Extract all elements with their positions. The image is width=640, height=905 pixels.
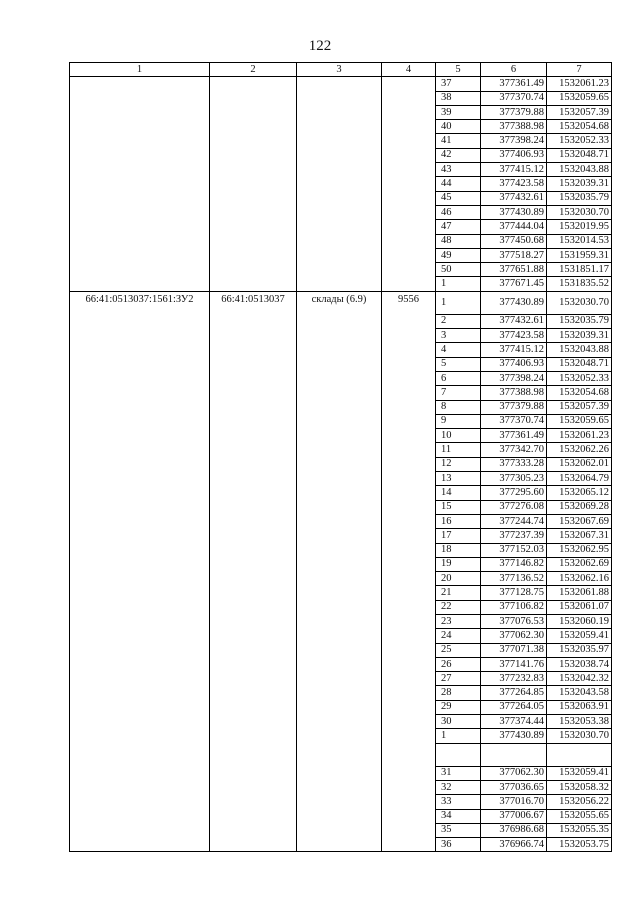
x-coordinate-cell: 377388.98 [481, 386, 547, 400]
point-number-cell: 34 [436, 809, 481, 823]
point-number-cell: 17 [436, 529, 481, 543]
y-coordinate-cell: 1532055.65 [547, 809, 612, 823]
x-coordinate-cell: 377398.24 [481, 371, 547, 385]
point-number-cell: 3 [436, 329, 481, 343]
y-coordinate-cell: 1532061.88 [547, 586, 612, 600]
y-coordinate-cell: 1532054.68 [547, 386, 612, 400]
point-number-cell: 35 [436, 823, 481, 837]
point-number-cell: 37 [436, 77, 481, 91]
land-use-cell: склады (6.9) [297, 291, 382, 852]
x-coordinate-cell: 377370.74 [481, 91, 547, 105]
point-number-cell: 9 [436, 414, 481, 428]
header-col-6: 6 [481, 63, 547, 77]
x-coordinate-cell: 377146.82 [481, 557, 547, 571]
y-coordinate-cell: 1532063.91 [547, 700, 612, 714]
y-coordinate-cell: 1531851.17 [547, 263, 612, 277]
y-coordinate-cell: 1532061.07 [547, 600, 612, 614]
x-coordinate-cell: 377423.58 [481, 177, 547, 191]
x-coordinate-cell: 377379.88 [481, 105, 547, 119]
y-coordinate-cell: 1532035.97 [547, 643, 612, 657]
x-coordinate-cell: 377671.45 [481, 277, 547, 291]
x-coordinate-cell: 377651.88 [481, 263, 547, 277]
y-coordinate-cell: 1532062.01 [547, 457, 612, 471]
point-number-cell: 19 [436, 557, 481, 571]
x-coordinate-cell: 377430.89 [481, 729, 547, 743]
point-number-cell: 25 [436, 643, 481, 657]
coordinates-table [69, 62, 612, 852]
x-coordinate-cell: 377450.68 [481, 234, 547, 248]
header-col-3: 3 [297, 63, 382, 77]
x-coordinate-cell: 377062.30 [481, 766, 547, 780]
y-coordinate-cell: 1532061.23 [547, 77, 612, 91]
x-coordinate-cell: 377406.93 [481, 148, 547, 162]
point-number-cell: 6 [436, 371, 481, 385]
y-coordinate-cell: 1532030.70 [547, 729, 612, 743]
y-coordinate-cell: 1531835.52 [547, 277, 612, 291]
y-coordinate-cell: 1532059.65 [547, 414, 612, 428]
y-coordinate-cell: 1532054.68 [547, 120, 612, 134]
y-coordinate-cell: 1532059.65 [547, 91, 612, 105]
x-coordinate-cell: 377232.83 [481, 672, 547, 686]
point-number-cell: 13 [436, 472, 481, 486]
y-coordinate-cell: 1532056.22 [547, 795, 612, 809]
x-coordinate-cell: 377415.12 [481, 163, 547, 177]
area-cell: 9556 [382, 291, 436, 852]
point-number-cell: 46 [436, 205, 481, 219]
block-number-cell: 66:41:0513037 [210, 291, 297, 852]
y-coordinate-cell: 1532055.35 [547, 823, 612, 837]
x-coordinate-cell: 377076.53 [481, 614, 547, 628]
x-coordinate-cell: 377430.89 [481, 205, 547, 219]
y-coordinate-cell: 1532030.70 [547, 291, 612, 314]
x-coordinate-cell: 377374.44 [481, 715, 547, 729]
point-number-cell: 15 [436, 500, 481, 514]
header-col-5: 5 [436, 63, 481, 77]
point-number-cell: 14 [436, 486, 481, 500]
y-coordinate-cell: 1532067.69 [547, 514, 612, 528]
y-coordinate-cell: 1532030.70 [547, 205, 612, 219]
table-header-row [70, 63, 612, 77]
x-coordinate-cell: 377016.70 [481, 795, 547, 809]
x-coordinate-cell: 377106.82 [481, 600, 547, 614]
y-coordinate-cell: 1532062.16 [547, 572, 612, 586]
point-number-cell: 11 [436, 443, 481, 457]
point-number-cell: 12 [436, 457, 481, 471]
y-coordinate-cell: 1531959.31 [547, 248, 612, 262]
point-number-cell: 24 [436, 629, 481, 643]
x-coordinate-cell: 377062.30 [481, 629, 547, 643]
table-row [70, 291, 612, 314]
x-coordinate-cell: 377244.74 [481, 514, 547, 528]
point-number-cell: 28 [436, 686, 481, 700]
point-number-cell: 8 [436, 400, 481, 414]
x-coordinate-cell: 377370.74 [481, 414, 547, 428]
y-coordinate-cell: 1532014.53 [547, 234, 612, 248]
y-coordinate-cell: 1532067.31 [547, 529, 612, 543]
point-number-cell: 21 [436, 586, 481, 600]
point-number-cell: 49 [436, 248, 481, 262]
x-coordinate-cell: 377264.05 [481, 700, 547, 714]
point-number-cell: 27 [436, 672, 481, 686]
y-coordinate-cell: 1532039.31 [547, 177, 612, 191]
y-coordinate-cell: 1532042.32 [547, 672, 612, 686]
y-coordinate-cell: 1532048.71 [547, 357, 612, 371]
x-coordinate-cell [481, 743, 547, 766]
x-coordinate-cell: 377136.52 [481, 572, 547, 586]
x-coordinate-cell: 377237.39 [481, 529, 547, 543]
y-coordinate-cell: 1532048.71 [547, 148, 612, 162]
point-number-cell: 41 [436, 134, 481, 148]
point-number-cell [436, 743, 481, 766]
x-coordinate-cell: 377518.27 [481, 248, 547, 262]
page-number: 122 [308, 38, 332, 54]
y-coordinate-cell: 1532052.33 [547, 134, 612, 148]
y-coordinate-cell: 1532064.79 [547, 472, 612, 486]
x-coordinate-cell: 377006.67 [481, 809, 547, 823]
point-number-cell: 32 [436, 780, 481, 794]
x-coordinate-cell: 376986.68 [481, 823, 547, 837]
header-col-2: 2 [210, 63, 297, 77]
y-coordinate-cell: 1532065.12 [547, 486, 612, 500]
y-coordinate-cell: 1532062.26 [547, 443, 612, 457]
point-number-cell: 45 [436, 191, 481, 205]
y-coordinate-cell: 1532019.95 [547, 220, 612, 234]
point-number-cell: 39 [436, 105, 481, 119]
y-coordinate-cell: 1532052.33 [547, 371, 612, 385]
x-coordinate-cell: 377333.28 [481, 457, 547, 471]
point-number-cell: 29 [436, 700, 481, 714]
x-coordinate-cell: 377406.93 [481, 357, 547, 371]
x-coordinate-cell: 377361.49 [481, 77, 547, 91]
y-coordinate-cell: 1532062.69 [547, 557, 612, 571]
x-coordinate-cell: 377036.65 [481, 780, 547, 794]
point-number-cell: 38 [436, 91, 481, 105]
point-number-cell: 40 [436, 120, 481, 134]
y-coordinate-cell: 1532057.39 [547, 105, 612, 119]
empty-parcel-cell [382, 77, 436, 291]
point-number-cell: 26 [436, 657, 481, 671]
empty-parcel-cell [70, 77, 210, 291]
x-coordinate-cell: 377444.04 [481, 220, 547, 234]
y-coordinate-cell: 1532059.41 [547, 629, 612, 643]
empty-parcel-cell [297, 77, 382, 291]
x-coordinate-cell: 377361.49 [481, 429, 547, 443]
x-coordinate-cell: 377071.38 [481, 643, 547, 657]
y-coordinate-cell [547, 743, 612, 766]
y-coordinate-cell: 1532061.23 [547, 429, 612, 443]
y-coordinate-cell: 1532053.75 [547, 838, 612, 852]
point-number-cell: 20 [436, 572, 481, 586]
point-number-cell: 18 [436, 543, 481, 557]
y-coordinate-cell: 1532035.79 [547, 314, 612, 328]
x-coordinate-cell: 377342.70 [481, 443, 547, 457]
x-coordinate-cell: 377398.24 [481, 134, 547, 148]
y-coordinate-cell: 1532043.88 [547, 343, 612, 357]
x-coordinate-cell: 377432.61 [481, 191, 547, 205]
point-number-cell: 1 [436, 729, 481, 743]
point-number-cell: 4 [436, 343, 481, 357]
x-coordinate-cell: 377152.03 [481, 543, 547, 557]
empty-parcel-cell [210, 77, 297, 291]
x-coordinate-cell: 376966.74 [481, 838, 547, 852]
point-number-cell: 5 [436, 357, 481, 371]
point-number-cell: 10 [436, 429, 481, 443]
point-number-cell: 30 [436, 715, 481, 729]
point-number-cell: 33 [436, 795, 481, 809]
point-number-cell: 47 [436, 220, 481, 234]
header-col-1: 1 [70, 63, 210, 77]
y-coordinate-cell: 1532059.41 [547, 766, 612, 780]
point-number-cell: 23 [436, 614, 481, 628]
point-number-cell: 16 [436, 514, 481, 528]
point-number-cell: 1 [436, 291, 481, 314]
point-number-cell: 2 [436, 314, 481, 328]
header-col-4: 4 [382, 63, 436, 77]
y-coordinate-cell: 1532057.39 [547, 400, 612, 414]
y-coordinate-cell: 1532069.28 [547, 500, 612, 514]
cadastral-number-cell: 66:41:0513037:1561:ЗУ2 [70, 291, 210, 852]
y-coordinate-cell: 1532060.19 [547, 614, 612, 628]
x-coordinate-cell: 377305.23 [481, 472, 547, 486]
y-coordinate-cell: 1532043.58 [547, 686, 612, 700]
y-coordinate-cell: 1532062.95 [547, 543, 612, 557]
point-number-cell: 22 [436, 600, 481, 614]
point-number-cell: 36 [436, 838, 481, 852]
point-number-cell: 48 [436, 234, 481, 248]
x-coordinate-cell: 377388.98 [481, 120, 547, 134]
x-coordinate-cell: 377141.76 [481, 657, 547, 671]
point-number-cell: 1 [436, 277, 481, 291]
y-coordinate-cell: 1532039.31 [547, 329, 612, 343]
table-row [70, 77, 612, 91]
x-coordinate-cell: 377264.85 [481, 686, 547, 700]
x-coordinate-cell: 377423.58 [481, 329, 547, 343]
y-coordinate-cell: 1532038.74 [547, 657, 612, 671]
header-col-7: 7 [547, 63, 612, 77]
x-coordinate-cell: 377430.89 [481, 291, 547, 314]
x-coordinate-cell: 377432.61 [481, 314, 547, 328]
x-coordinate-cell: 377379.88 [481, 400, 547, 414]
y-coordinate-cell: 1532058.32 [547, 780, 612, 794]
x-coordinate-cell: 377415.12 [481, 343, 547, 357]
y-coordinate-cell: 1532035.79 [547, 191, 612, 205]
x-coordinate-cell: 377128.75 [481, 586, 547, 600]
y-coordinate-cell: 1532053.38 [547, 715, 612, 729]
x-coordinate-cell: 377276.08 [481, 500, 547, 514]
point-number-cell: 42 [436, 148, 481, 162]
point-number-cell: 31 [436, 766, 481, 780]
x-coordinate-cell: 377295.60 [481, 486, 547, 500]
point-number-cell: 43 [436, 163, 481, 177]
y-coordinate-cell: 1532043.88 [547, 163, 612, 177]
point-number-cell: 50 [436, 263, 481, 277]
point-number-cell: 44 [436, 177, 481, 191]
point-number-cell: 7 [436, 386, 481, 400]
